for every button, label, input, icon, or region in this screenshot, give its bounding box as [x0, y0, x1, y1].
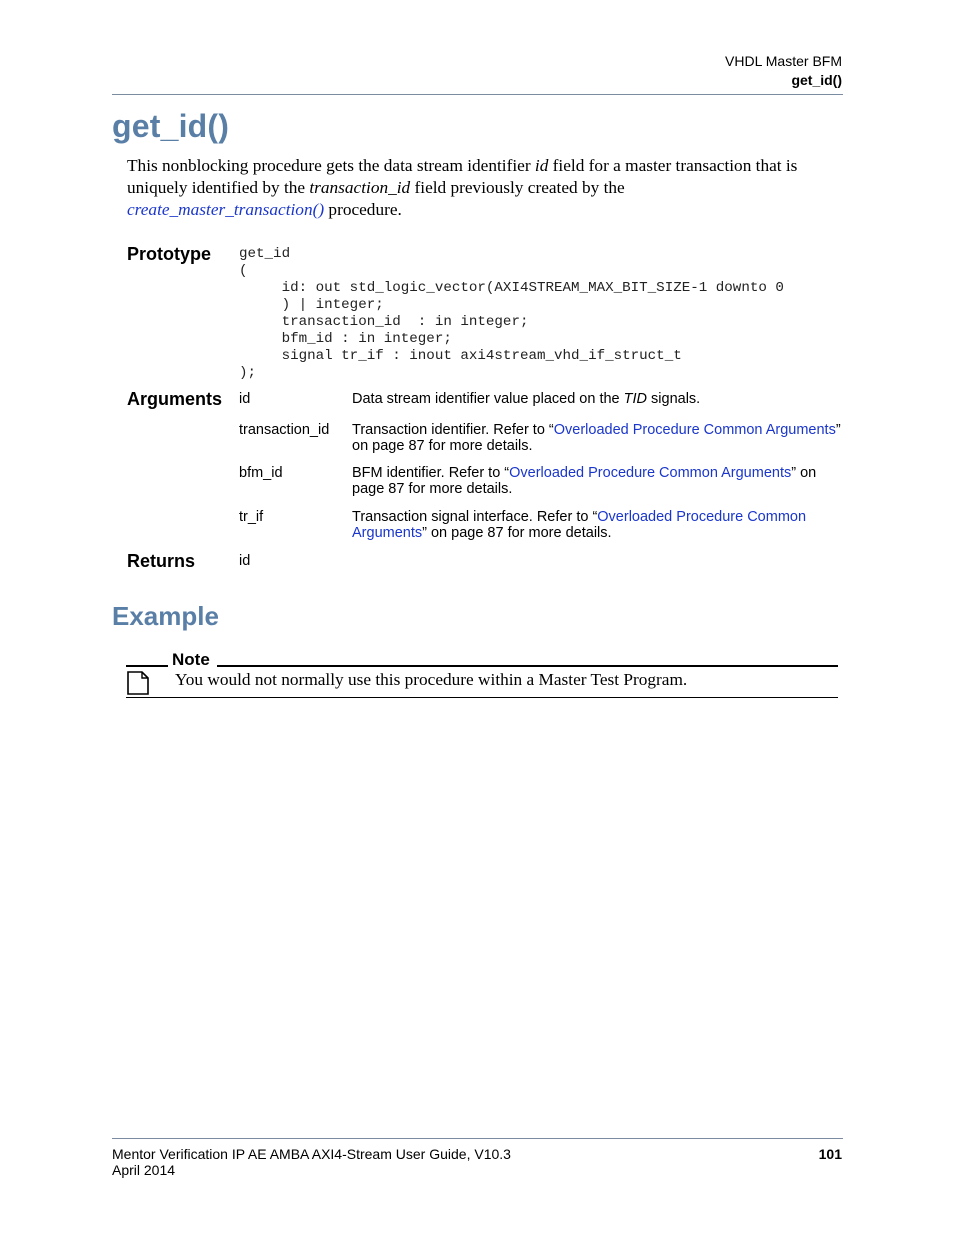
argument-desc-text: ” on page 87 for more details.: [352, 465, 817, 497]
argument-name-bfm-id: bfm_id: [239, 465, 283, 481]
example-heading: Example: [112, 601, 219, 631]
argument-desc-id: [352, 391, 844, 407]
footer-rule: [112, 1138, 843, 1139]
argument-desc-text: ” on page 87 for more details.: [422, 525, 612, 541]
argument-desc-transaction-id: [352, 422, 844, 454]
argument-desc-text: Data stream identifier value placed on the: [352, 391, 624, 407]
note-page-icon: [127, 671, 149, 695]
intro-text-4: procedure.: [324, 200, 402, 219]
intro-em-id: id: [534, 156, 549, 175]
intro-text-1: This nonblocking procedure gets the data stream identifier: [127, 156, 535, 175]
footer-title: Mentor Verification IP AE AMBA AXI4-Stream User Guide, V10.3: [112, 1146, 511, 1162]
argument-desc-text: ” on page 87 for more details.: [352, 422, 841, 454]
prototype-label: Prototype: [127, 244, 212, 264]
argument-desc-text: signals.: [647, 391, 701, 407]
page-number: 101: [818, 1146, 842, 1162]
note-label: Note: [172, 650, 210, 669]
returns-label: Returns: [127, 551, 196, 571]
argument-desc-text: Transaction identifier. Refer to “: [352, 422, 554, 438]
intro-text-3: field previously created by the: [410, 178, 625, 197]
argument-desc-text: Transaction signal interface. Refer to “: [352, 509, 598, 525]
argument-name-tr-if: tr_if: [239, 509, 264, 525]
argument-name-id: id: [239, 391, 251, 407]
header-rule: [112, 94, 843, 95]
header-section: VHDL Master BFM: [725, 53, 842, 69]
note-rule-right: [217, 665, 838, 667]
argument-desc-text: BFM identifier. Refer to “: [352, 465, 510, 481]
intro-em-transaction-id: transaction_id: [309, 178, 411, 197]
create-master-transaction-link[interactable]: create_master_transaction(): [127, 200, 325, 219]
argument-name-transaction-id: transaction_id: [239, 422, 330, 438]
overloaded-args-link[interactable]: Overloaded Procedure Common Arguments: [509, 465, 792, 481]
overloaded-args-link[interactable]: Overloaded Procedure Common Arguments: [352, 509, 807, 541]
intro-text-2: field for a master transaction that is uniquely identified by the: [127, 156, 798, 197]
note-rule-left: [126, 665, 168, 667]
header-topic: get_id(): [791, 72, 842, 88]
prototype-code: get_id ( id: out std_logic_vector(AXI4STREAM_MAX_BIT_SIZE-1 downto 0 ) | integer; transaction_id : in integer; bfm_id : in integer; signal tr_if : inout axi4stream_vhd_if_struct_t );: [239, 246, 784, 381]
arguments-label: Arguments: [127, 389, 223, 409]
page-title: get_id(): [112, 108, 230, 144]
note-bottom-rule: [126, 697, 838, 698]
returns-value: id: [239, 553, 251, 569]
overloaded-args-link[interactable]: Overloaded Procedure Common Arguments: [553, 422, 836, 438]
argument-desc-tr-if: [352, 509, 844, 541]
tid-emphasis: TID: [623, 391, 647, 407]
argument-desc-bfm-id: [352, 465, 844, 497]
note-text: You would not normally use this procedure within a Master Test Program.: [175, 670, 688, 689]
intro-paragraph: [127, 155, 842, 221]
footer-date: April 2014: [112, 1162, 176, 1178]
